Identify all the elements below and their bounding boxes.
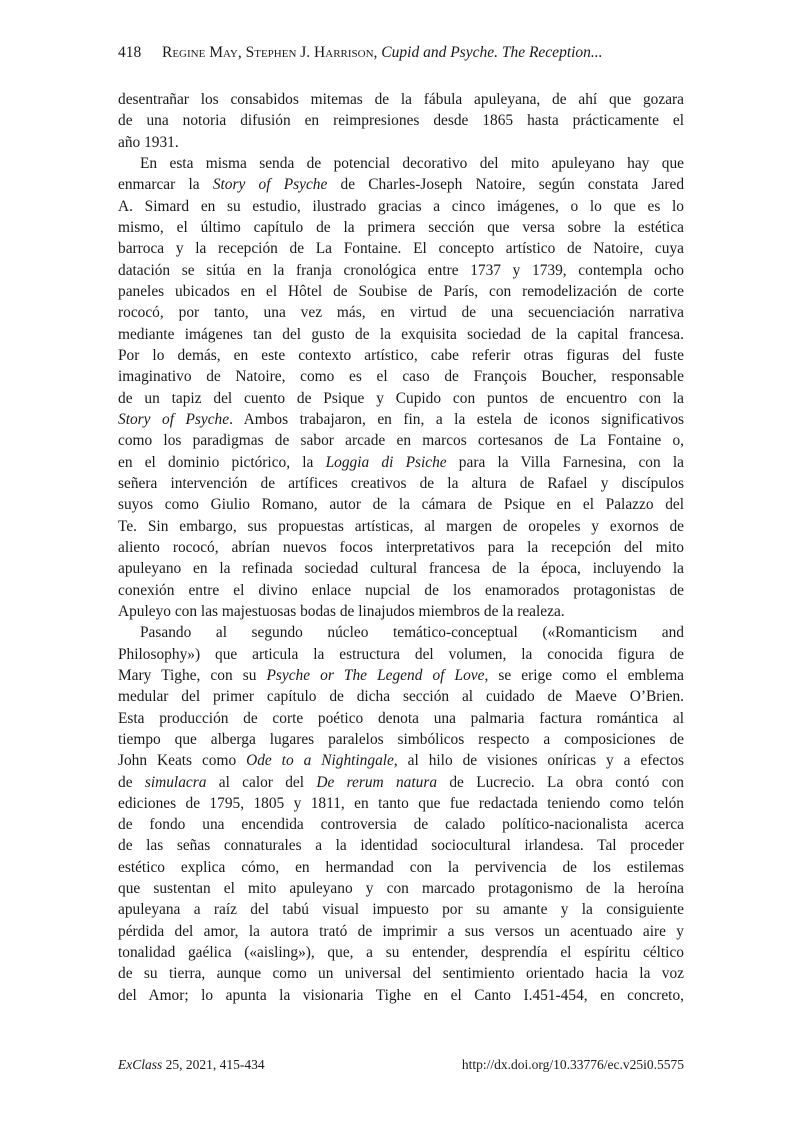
text-line <box>118 238 684 259</box>
text-line <box>118 580 684 601</box>
text-run: tiempo que alberga lugares paralelos simbólicos respecto a composiciones de <box>118 730 684 748</box>
text-line <box>118 260 684 281</box>
text-line <box>118 345 684 366</box>
text-run: ediciones de 1795, 1805 y 1811, en tanto que fue redactada teniendo como telón <box>118 794 684 812</box>
text-line <box>118 921 684 942</box>
text-run: del Amor; lo apunta la visionaria Tighe en el Canto I.451-454, en concreto, <box>118 986 684 1004</box>
text-run: enmarcar la <box>118 176 213 194</box>
text-run: para la Villa Farnesina, con la <box>446 453 684 471</box>
text-run: , se erige como el emblema <box>484 666 684 684</box>
text-line <box>118 153 684 174</box>
text-line <box>118 89 684 110</box>
text-run: Mary Tighe, con su <box>118 666 267 684</box>
running-footer <box>118 1057 684 1073</box>
text-run: Apuleyo con las majestuosas bodas de linajudos miembros de la realeza. <box>118 602 565 620</box>
text-run: desentrañar los consabidos mitemas de la fábula apuleyana, de ahí que gozara <box>118 91 684 108</box>
text-run: Pasando al segundo núcleo temático-conceptual («Romanticism and <box>140 624 684 642</box>
page-number: 418 <box>118 44 142 61</box>
text-run: de su tierra, aunque como un universal del sentimiento orientado hacia la voz <box>118 965 684 983</box>
text-line <box>118 729 684 750</box>
body-text <box>118 89 684 1006</box>
text-line <box>118 942 684 963</box>
text-run: de Lucrecio. La obra contó con <box>437 773 684 791</box>
doi-link[interactable]: http://dx.doi.org/10.33776/ec.v25i0.5575 <box>461 1057 684 1072</box>
text-run: de <box>118 773 145 791</box>
text-line <box>118 324 684 345</box>
text-line <box>118 601 684 622</box>
italic-title: Story of Psyche <box>212 176 328 194</box>
text-line <box>118 110 684 131</box>
text-run: imaginativo de Natoire, como es el caso de François Boucher, responsable <box>118 368 684 386</box>
text-line <box>118 217 684 238</box>
text-run: apuleyano en la refinada sociedad cultural francesa de la época, incluyendo la <box>118 560 684 578</box>
footer-citation <box>118 1057 265 1073</box>
text-run: barroca y la recepción de La Fontaine. El concepto artístico de Natoire, cuya <box>118 240 684 258</box>
text-line <box>118 281 684 302</box>
text-line <box>118 750 684 771</box>
text-line <box>118 835 684 856</box>
text-run: de Charles-Joseph Natoire, según constata Jared <box>327 176 685 194</box>
italic-title: Ode to a Nightingale <box>246 752 394 770</box>
text-run: A. Simard en su estudio, ilustrado gracias a cinco imágenes, o lo que es lo <box>118 197 684 215</box>
text-line <box>118 899 684 920</box>
text-run: Esta producción de corte poético denota una palmaria factura romántica al <box>118 709 684 727</box>
text-run: estético explica cómo, en hermandad con la pervivencia de los estilemas <box>118 858 684 876</box>
italic-title: Psyche or The Legend of Love <box>266 666 485 684</box>
text-run: de una notoria difusión en reimpresiones desde 1865 hasta prácticamente el <box>118 112 684 130</box>
text-run: Por lo demás, en este contexto artístico, cabe referir otras figuras del fuste <box>118 346 684 364</box>
text-run: como los paradigmas de sabor arcade en marcos cortesanos de La Fontaine o, <box>118 432 684 450</box>
text-line <box>118 409 684 430</box>
text-run: suyos como Giulio Romano, autor de la cámara de Psique en el Palazzo del <box>118 496 684 514</box>
text-run: aliento rococó, abrían nuevos focos interpretativos para la recepción del mito <box>118 538 684 556</box>
text-run: John Keats como <box>118 752 247 770</box>
text-line <box>118 430 684 451</box>
text-line <box>118 174 684 195</box>
text-run: conexión entre el divino enlace nupcial de los enamorados protagonistas de <box>118 581 684 599</box>
italic-title: simulacra <box>144 773 207 791</box>
text-line <box>118 985 684 1006</box>
text-line <box>118 665 684 686</box>
text-run: de las señas connaturales a la identidad sociocultural irlandesa. Tal proceder <box>118 837 684 855</box>
text-line <box>118 388 684 409</box>
text-run: señera intervención de artífices creativos de la altura de Rafael y discípulos <box>118 474 684 492</box>
text-run: de fondo una encendida controversia de calado político-nacionalista acerca <box>118 816 684 834</box>
text-run: en el dominio pictórico, la <box>118 453 326 471</box>
italic-title: Loggia di Psiche <box>325 453 447 471</box>
running-header <box>118 44 684 62</box>
text-line <box>118 622 684 643</box>
text-run: Te. Sin embargo, sus propuestas artísticas, al margen de oropeles y exornos de <box>118 517 684 535</box>
text-run: mediante imágenes tan del gusto de la exquisita sociedad de la capital francesa. <box>118 325 684 343</box>
text-line <box>118 366 684 387</box>
text-run: mismo, el último capítulo de la primera sección que versa sobre la estética <box>118 218 684 236</box>
italic-title: De rerum natura <box>316 773 438 791</box>
header-authors: Regine May, Stephen J. Harrison, <box>162 44 378 61</box>
text-run: apuleyana a raíz del tabú visual impuesto por su amante y la consiguiente <box>118 901 684 919</box>
text-run: , al hilo de visiones oníricas y a efectos <box>393 752 685 770</box>
italic-title: Story of Psyche <box>118 410 230 428</box>
text-line <box>118 644 684 665</box>
text-run: paneles ubicados en el Hôtel de Soubise de París, con remodelización de corte <box>118 282 684 300</box>
text-line <box>118 708 684 729</box>
text-run: rococó, por tanto, una vez más, en virtud de una secuenciación narrativa <box>118 304 684 322</box>
text-line <box>118 516 684 537</box>
text-line <box>118 686 684 707</box>
text-run: año 1931. <box>118 133 179 151</box>
text-run: datación se sitúa en la franja cronológica entre 1737 y 1739, contempla ocho <box>118 261 684 279</box>
text-line <box>118 132 684 153</box>
text-run: En esta misma senda de potencial decorativo del mito apuleyano hay que <box>140 154 684 172</box>
text-line <box>118 196 684 217</box>
text-line <box>118 558 684 579</box>
text-run: Philosophy») que articula la estructura del volumen, la conocida figura de <box>118 645 684 663</box>
text-line <box>118 302 684 323</box>
text-run: de un tapiz del cuento de Psique y Cupido con puntos de encuentro con la <box>118 389 684 407</box>
journal-volume-pages: 25, 2021, 415-434 <box>162 1057 265 1072</box>
text-line <box>118 494 684 515</box>
text-run: que sustentan el mito apuleyano y con marcado protagonismo de la heroína <box>118 880 684 898</box>
text-line <box>118 473 684 494</box>
text-line <box>118 793 684 814</box>
text-line <box>118 963 684 984</box>
text-line <box>118 772 684 793</box>
text-run: . Ambos trabajaron, en fin, a la estela de iconos significativos <box>229 410 685 428</box>
text-run: medular del primer capítulo de dicha sección al cuidado de Maeve O’Brien. <box>118 688 684 706</box>
text-line <box>118 452 684 473</box>
text-run: pérdida del amor, la autora trató de imprimir a sus versos un acentuado aire y <box>118 922 684 940</box>
text-line <box>118 878 684 899</box>
journal-name: ExClass <box>118 1057 163 1072</box>
text-line <box>118 537 684 558</box>
text-line <box>118 814 684 835</box>
text-run: al calor del <box>206 773 317 791</box>
text-line <box>118 857 684 878</box>
text-run: tonalidad gaélica («aisling»), que, a su entender, desprendía el espíritu céltico <box>118 944 684 962</box>
header-book-title: Cupid and Psyche. The Reception... <box>381 44 603 61</box>
